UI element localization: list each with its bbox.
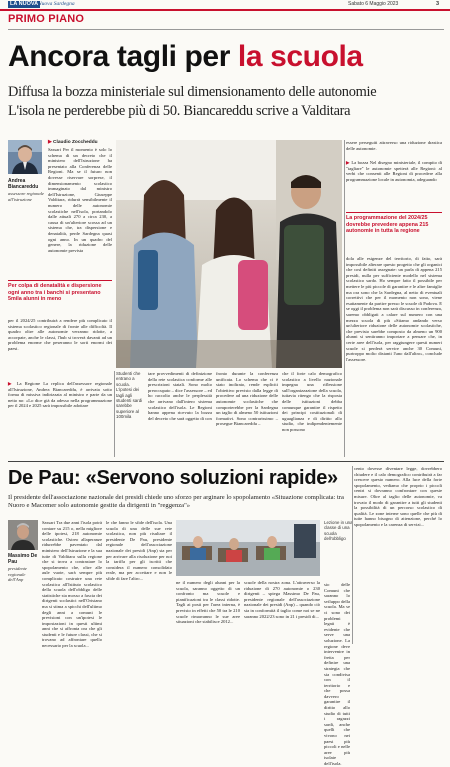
story1-col-a: Sassari Per il momento è solo lo schema di un decreto che il ministero dell'Istruzione ha presentato alla Conferenza delle Regioni. Ma se il futuro non dovesse riservare sorprese, il dimensionamento scolastico immaginato dal ministro dell'Istruzione, Giuseppe Valditara, ridurrà sensibilmente il numero delle autonomie scolastiche nell'isola, portandolo dalle attuali 270 a circa 230, a causa di un'ulteriore scossa ad un sistema che, tra dispersione e denatalità, perde Sardegna quasi ogni anno. In un quadro del genere, la riduzione delle autonomie prevista — [48, 147, 112, 253]
story2-author-name: Massimo De Pau — [8, 553, 38, 565]
story2-photo-caption: Lezione in una classe di una scuola dell'obbligo — [324, 520, 353, 542]
masthead-date: Sabato 6 Maggio 2023 — [348, 1, 399, 7]
story2-col-g: sio delle Comuni che saranno lo sviluppo della scuola. Ma se ci sono dei problemi legati è evidente che serve una soluzione. La regione deve intervenire in fretta per definire una strategia che sia condivisa con il territorio e che possa davvero garantire il diritto allo studio di tutti i ragazzi sardi, anche quelli che vivono nei paesi più piccoli e nelle aree più isolate dell'isola. — [324, 582, 350, 766]
masthead-paper-name: Nuova Sardegna — [38, 1, 75, 7]
column-divider — [114, 371, 115, 457]
story1-col-g2 — [346, 160, 442, 210]
column-divider — [344, 140, 345, 457]
side-callout-rule — [346, 212, 442, 213]
story1-byline — [48, 140, 98, 146]
story2-col-b: le che fanno le sfide dell'isola. Una scuola di una delle sue rete scolastica, non più risultare il presidente De Pau, presidente regionale dell'associazione nazionale dei presidi (Anp) sta per per arrivare alla risoluzione per noi la tariffa per gli iscritti che considera il numero consolidato reale, ma per accettare e non le sfide di fare l'altro... — [106, 520, 172, 581]
story1-photo-caption: Studenti che entrano a scuola. L'ipotesi dei tagli agli studenti sardi sarebbe superiore al 100mila — [116, 371, 143, 420]
story1-col-c-text: La Regione La replica dell'assessore regionale all'Istruzione, Andrea Biancareddu, è arrivata sotto forma di missiva indirizzata al ministro e parte da un netto no: «Lo dice già da adesso nella programmazione per il 2024 e 2025 sarà impossibile adottare — [8, 381, 112, 409]
story1-col-g2-text: La bozza Nel disegno ministeriale, il compito di "tagliare" le autonomie spetterà alle Regioni: al verbi che consenti alle Regioni di procedere alla programmazione locale in autonomia, adeguando — [346, 160, 442, 182]
story2-col-c: ne il numero degli alunni per la scuola, saranno oggetto di un confronto ma scuole e pianificazioni tra le classi ridotte. Tagli ai posti per l'area interna, è previsto in effetti che 50 tra le 210 scuole rimarranno le sue aree situazioni che stabilisce 2012... — [176, 580, 240, 625]
story2-headline: De Pau: «Servono soluzioni rapide» — [8, 467, 338, 489]
byline-marker: ▶ — [48, 140, 52, 145]
story1-author-caption: assessore regionale all'istruzione — [8, 191, 45, 202]
col-g2-kicker: ▶ — [346, 160, 350, 165]
story2-author-caption: presidente regionale dell'Anp — [8, 566, 27, 583]
column-divider — [352, 466, 353, 644]
story1-subhead-line2: L'isola ne perderebbe più di 50. Biancareddu scrive a Valditara — [8, 103, 351, 119]
main-photo — [116, 140, 342, 368]
story-separator — [8, 461, 444, 462]
masthead-logo: LA NUOVA — [10, 1, 39, 7]
story1-col-c — [8, 381, 112, 457]
story2-col-f: cento dovesse diventare legge, dovrebbero chiudere e il calo demografico contribuirà a far crescere questo numero. Alla luce della forte spopolamento, vediamo che proprio i piccoli centri si dovranno confrontare con queste misure. Oltre al taglio delle autonomie, va trovato il modo di garantire a tutti gli studenti la possibilità di un percorso scolastico di qualità. Le zone interne sono quelle che più di tutte hanno bisogno di attenzione, perché lo spopolamento e la carenza di servizi... — [354, 466, 442, 527]
masthead — [0, 0, 450, 9]
story2-col-d: scuole della nostra zona. L'attraverso la riduzione di 270 autonomie o 230 dirigenti – spiega Massimo De Pau, presidente regionale dell'associazione nazionale dei presidi (Anp) – quando ciò sia in conformità il taglio come noi se ne saranno 2022/23 sono in 21 i presidi di... — [244, 580, 320, 619]
story1-byline-name: Claudio Zoccheddu — [53, 140, 98, 145]
story1-callout: Per colpa di denatalità e dispersione ogni anno tra i banchi si presentano 5mila alunni in meno — [8, 283, 102, 303]
story1-col-e: fronto durante la conferenza unificata. Lo schema che ci è stato inoltrato, rende espliciti l'obiettivo previsto dalla legge di procedere ad una riduzione delle autonomie scolastiche che comporterebbe per la Sardegna un taglio di almeno 50 istituzioni formativi. Sono contrarissimo – prosegue Biancareddu – — [216, 371, 278, 427]
story1-col-g3: dola alle esigenze del territorio, di fatto, sarà impossibile alterare questo progetto che gli organici che così definiti assegnate: un parla di appena 215 presidi, nulla per sufficiente modello nel sistema scolastico sardo. Ho sempre fatto il possibile per mettere le più piccole di garantire e le altre famiglie ma ora sono che la Sardegna, al netto di eventuali correttivi che per il momento non sono, viene esattamente da partire presso le scuole di Padova. E se oggi il problema non sarà discusso in conferenza, saremo obbligati a calare sul numero con una mezza scuola di più «Stiamo andando verso un'ulteriore riduzione delle autonomie scolastiche, che previsto sarebbe composto da almeno un 900 alunni si sentiranno importare a pensare che, in certe aree dell'isola, per raggiungere questi numeri scuole si perderà servire anche 30 Comuni, purtroppo molto distanti l'uno dall'altro», conclude l'assessore. — [346, 256, 442, 362]
section-label: PRIMO PIANO — [8, 13, 85, 25]
masthead-rule — [0, 9, 450, 11]
story1-col-f: che il forte calo demografico scolastico a livello nazionale impegna una riflessione sull'organizzazione della scuola, tuttavia ritengo che la risposta delle istituzioni debba comunque garantire il rispetto dei principi costituzionali di uguaglianza e di diritto allo studio, che indipendentemente non possono — [282, 371, 342, 432]
story2-author-portrait — [8, 520, 38, 550]
story2-photo — [176, 520, 320, 576]
story1-col-b: per il 2024/25 contribuirà a rendere più complicato il sistema scolastico regionale di fronte alle difficoltà. Il quadro oltre alle autonomie verranno ridotte, a accorpate, anche le classi, l'hub si troverà davanti ad un problema enorme che peseranno le sorti enormi dei paesi. — [8, 318, 112, 351]
story1-headline-part1: Ancora tagli per — [8, 40, 238, 73]
page-number: 3 — [436, 1, 440, 7]
story1-col-d: tare provvedimenti di definizione della rete scolastica conforme alle prescrizioni statali. Sono molto preoccupato – dice l'assessore – ed ho raccolto anche le perplessità che arrivano dall'intero sistema scolastico dell'isola. Le Regioni hanno appena ricevuto la bozza del decreto che sarà oggetto di con — [148, 371, 212, 421]
story1-side-callout: La programmazione del 2024/25 dovrebbe prevedere appena 215 autonomie in tutta la regione — [346, 215, 429, 235]
story1-headline — [8, 40, 444, 74]
story1-col-g1: essere perseguiti attraverso una riduzione drastica delle autonomie. — [346, 140, 442, 151]
author-portrait — [8, 140, 42, 174]
story2-col-a: Sassari Tra due anni l'isola potrà contare su 215 o, nella migliore delle ipotesi, 218 autonomie scolastiche. Ostreo allaperanze ridurrebbe paventato dal ministero dell'Istruzione e la sua tutte di Valditara sulla regione che si trova a contrastare lo spopolamento che, oltre alle aule vuote, sarà sempre più complicato costruire una rete scolastica all'Istituto scolastico della scuola dell'obbligo delle statistiche sta mosso a fascia dei dirigenti scolastici nell'Oristano ma si stima a spicchi dell'ultimo degli anni a comuni le previsioni con un'ipotesi le impostazioni in questi ultimi anni che si affronta ora che gli studenti e le future classi, che si trovano ad affrontare quello necessario per la scuola... — [42, 520, 102, 649]
story1-author-name: Andrea Biancareddu — [8, 178, 39, 190]
callout-rule-top — [8, 280, 112, 281]
story1-subhead-line1: Diffusa la bozza ministeriale sul dimensionamento delle autonomie — [8, 84, 377, 100]
story2-subhead: Il presidente dell'associazione nazionale dei presidi chiede uno sforzo per arginare lo spopolamento «Situazione complicata: tra Nuoro e Macomer solo autonomie gestite da dirigenti in "reggenza"» — [8, 494, 344, 509]
story1-headline-part2: la scuola — [237, 40, 363, 73]
section-rule — [8, 29, 444, 30]
col-c-kicker: ▶ — [8, 381, 14, 386]
